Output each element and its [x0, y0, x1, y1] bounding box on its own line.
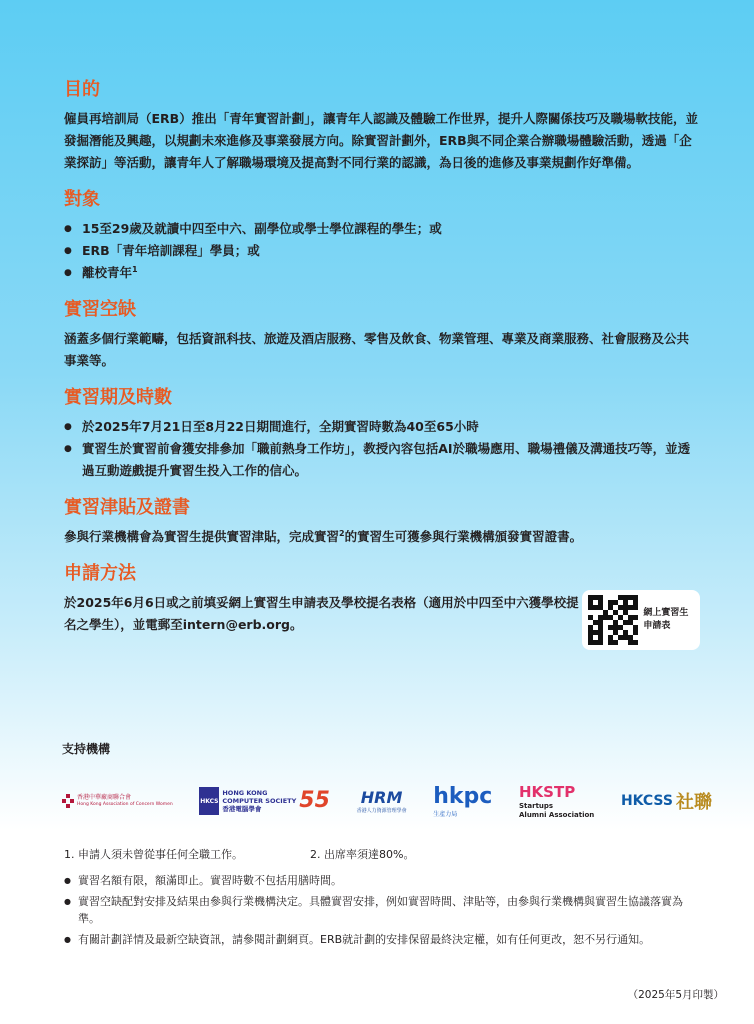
target-item: ● 15至29歲及就讀中四至中六、副學位或學士學位課程的學生；或: [64, 218, 700, 240]
target-item-text: 離校青年: [82, 265, 133, 280]
apply-row: [64, 592, 700, 650]
hkcs-line1: HONG KONG: [222, 789, 268, 797]
section-vacancies: [64, 298, 700, 372]
hkstp-sub1: Startups: [519, 802, 554, 810]
supporters-logos: [62, 771, 712, 831]
notes-list: [64, 872, 700, 948]
heading-target: 對象: [64, 189, 100, 210]
target-item: ● ERB「青年培訓課程」學員；或: [64, 240, 700, 262]
period-list: [64, 416, 700, 482]
hkpc-sub: 生產力局: [433, 811, 458, 818]
hkpc-mark: hkpc: [433, 784, 493, 809]
section-apply: [64, 562, 700, 650]
target-list: [64, 218, 700, 284]
hkcs-anniversary: 55: [299, 788, 330, 813]
section-allowance: [64, 496, 700, 548]
logo-hkpc: [433, 784, 492, 818]
supporters-title: 支持機構: [62, 742, 111, 756]
logo-hrm: [357, 788, 407, 814]
hkacm-name-en: Hong Kong Association of Concern Women: [77, 802, 173, 807]
hkacm-name: 香港中華廠商聯合會: [77, 794, 132, 801]
notes-section: [64, 846, 700, 952]
qr-label: 網上實習生申請表: [643, 608, 689, 631]
apply-body: 於2025年6月6日或之前填妥網上實習生申請表及學校提名表格（適用於中四至中六獲學校提名之學生），並電郵至intern@erb.org。: [64, 595, 579, 632]
qr-code-icon[interactable]: [588, 595, 638, 645]
allowance-text-1: 參與行業機構會為實習生提供實習津貼，完成實習: [64, 529, 340, 544]
logo-hkcs: [199, 787, 330, 815]
footnote-2: 2. 出席率須達80%。: [310, 848, 415, 861]
heading-objective: 目的: [64, 79, 100, 100]
section-period: [64, 386, 700, 482]
hkcss-mark: HKCSS: [620, 793, 673, 809]
heading-vacancies: 實習空缺: [64, 299, 136, 320]
objective-body: 僱員再培訓局（ERB）推出「青年實習計劃」，讓青年人認識及體驗工作世界，提升人際關係技巧及職場軟技能，並發掘潛能及興趣，以規劃未來進修及事業發展方向。除實習計劃外，ERB與不同企業合辦職場體驗活動，透過「企業探訪」等活動，讓青年人了解職場環境及提高對不同行業的認識，為日後的進修及事業規劃作好準備。: [64, 111, 698, 170]
note-item: ● 實習名額有限，額滿即止。實習時數不包括用膳時間。: [64, 872, 700, 889]
footnote-ref-1: 1: [132, 264, 138, 274]
hkcs-box: HKCS: [199, 787, 219, 815]
vacancies-body: 涵蓋多個行業範疇，包括資訊科技、旅遊及酒店服務、零售及飲食、物業管理、專業及商業服務、社會服務及公共事業等。: [64, 331, 690, 368]
logo-hkacm: [62, 794, 173, 808]
logo-hkstp: [519, 783, 594, 819]
section-target: [64, 188, 700, 284]
allowance-body: [64, 526, 700, 548]
hkstp-sub2: Alumni Association: [519, 811, 595, 819]
qr-card[interactable]: [582, 590, 700, 650]
heading-apply: 申請方法: [64, 563, 136, 584]
supporters-section: [62, 740, 712, 831]
main-content: [64, 78, 700, 664]
hkcs-line3: 香港電腦學會: [222, 805, 262, 813]
heading-period: 實習期及時數: [64, 387, 172, 408]
footnote-ref-2: 2: [339, 528, 345, 538]
footnotes-row: [64, 846, 700, 864]
note-item: ● 有關計劃詳情及最新空缺資訊，請參閱計劃網頁。ERB就計劃的安排保留最終決定權，如有任何更改，恕不另行通知。: [64, 931, 700, 948]
allowance-text-2: 的實習生可獲參與行業機構頒發實習證書。: [344, 529, 583, 544]
note-item: ● 實習空缺配對安排及結果由參與行業機構決定。具體實習安排，例如實習時間、津貼等，由參與行業機構與實習生協議落實為準。: [64, 893, 700, 927]
hkcs-line2: COMPUTER SOCIETY: [222, 797, 297, 805]
hrm-mark: HRM: [360, 788, 403, 807]
hrm-sub: 香港人力資源管理學會: [356, 808, 407, 814]
hkcss-char: 社聯: [675, 792, 712, 813]
heading-allowance: 實習津貼及證書: [64, 497, 190, 518]
period-item: ● 於2025年7月21日至8月22日期間進行，全期實習時數為40至65小時: [64, 416, 700, 438]
hkacm-mark-icon: [62, 794, 74, 808]
logo-hkcss: [621, 788, 712, 814]
hkstp-mark: HKSTP: [519, 783, 576, 801]
footnote-1: 1. 申請人須未曾從事任何全職工作。: [64, 848, 243, 861]
section-objective: [64, 78, 700, 174]
period-item: ● 實習生於實習前會獲安排參加「職前熱身工作坊」，教授內容包括AI於職場應用、職場禮儀及溝通技巧等，並透過互動遊戲提升實習生投入工作的信心。: [64, 438, 700, 482]
print-date: （2025年5月印製）: [627, 989, 724, 1001]
target-item: [64, 262, 700, 284]
